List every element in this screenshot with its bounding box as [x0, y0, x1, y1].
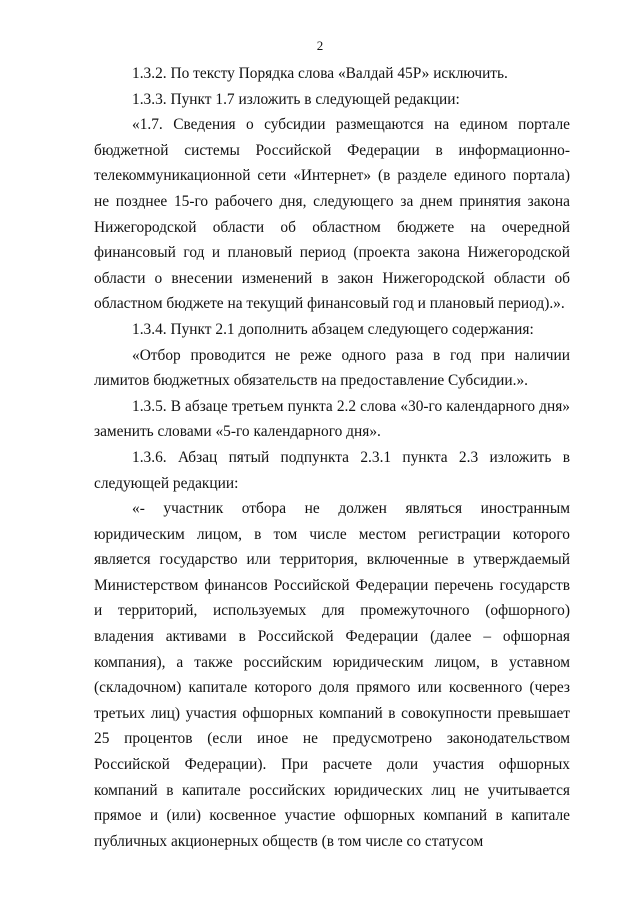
document-body [94, 61, 570, 854]
paragraph-quote-1-7: «1.7. Сведения о субсидии размещаются на едином портале бюджетной системы Российской Федерации в информационно-телекоммуникационной сети «Интернет» (в разделе единого портала) не позднее 15-го рабочего дня, следующего за днем принятия закона Нижегородской области об областном бюджете на очередной финансовый год и плановый период (проекта закона Нижегородской области о внесении изменений в закон Нижегородской области об областном бюджете на текущий финансовый год и плановый период).». [94, 116, 570, 313]
page-number: 2 [316, 38, 324, 53]
paragraph-1-3-3: 1.3.3. Пункт 1.7 изложить в следующей редакции: [132, 90, 460, 108]
paragraph-1-3-6: 1.3.6. Абзац пятый подпункта 2.3.1 пункта 2.3 изложить в следующей редакции: [94, 448, 570, 492]
paragraph-1-3-5: 1.3.5. В абзаце третьем пункта 2.2 слова «30-го календарного дня» заменить словами «5-го календарного дня». [94, 397, 570, 441]
paragraph-quote-selection: «Отбор проводится не реже одного раза в год при наличии лимитов бюджетных обязательств на предоставление Субсидии.». [94, 346, 570, 390]
paragraph-1-3-2: 1.3.2. По тексту Порядка слова «Валдай 45Р» исключить. [132, 65, 508, 82]
paragraph-quote-offshore: «- участник отбора не должен являться иностранным юридическим лицом, в том числе местом регистрации которого является государство или территория, включенные в утверждаемый Министерством финансов Российской Федерации перечень государств и территорий, используемых для промежуточного (офшорного) владения активами в Российской Федерации (далее – офшорная компания), а также российским юридическим лицом, в уставном (складочном) капитале которого доля прямого или косвенного (через третьих лиц) участия офшорных компаний в совокупности превышает 25 процентов (если иное не предусмотрено законодательством Российской Федерации). При расчете доли участия офшорных компаний в капитале российских юридических лиц не учитывается прямое и (или) косвенное участие офшорных компаний в капитале публичных акционерных обществ (в том числе со статусом [94, 500, 570, 850]
paragraph-1-3-4: 1.3.4. Пункт 2.1 дополнить абзацем следующего содержания: [132, 320, 534, 338]
